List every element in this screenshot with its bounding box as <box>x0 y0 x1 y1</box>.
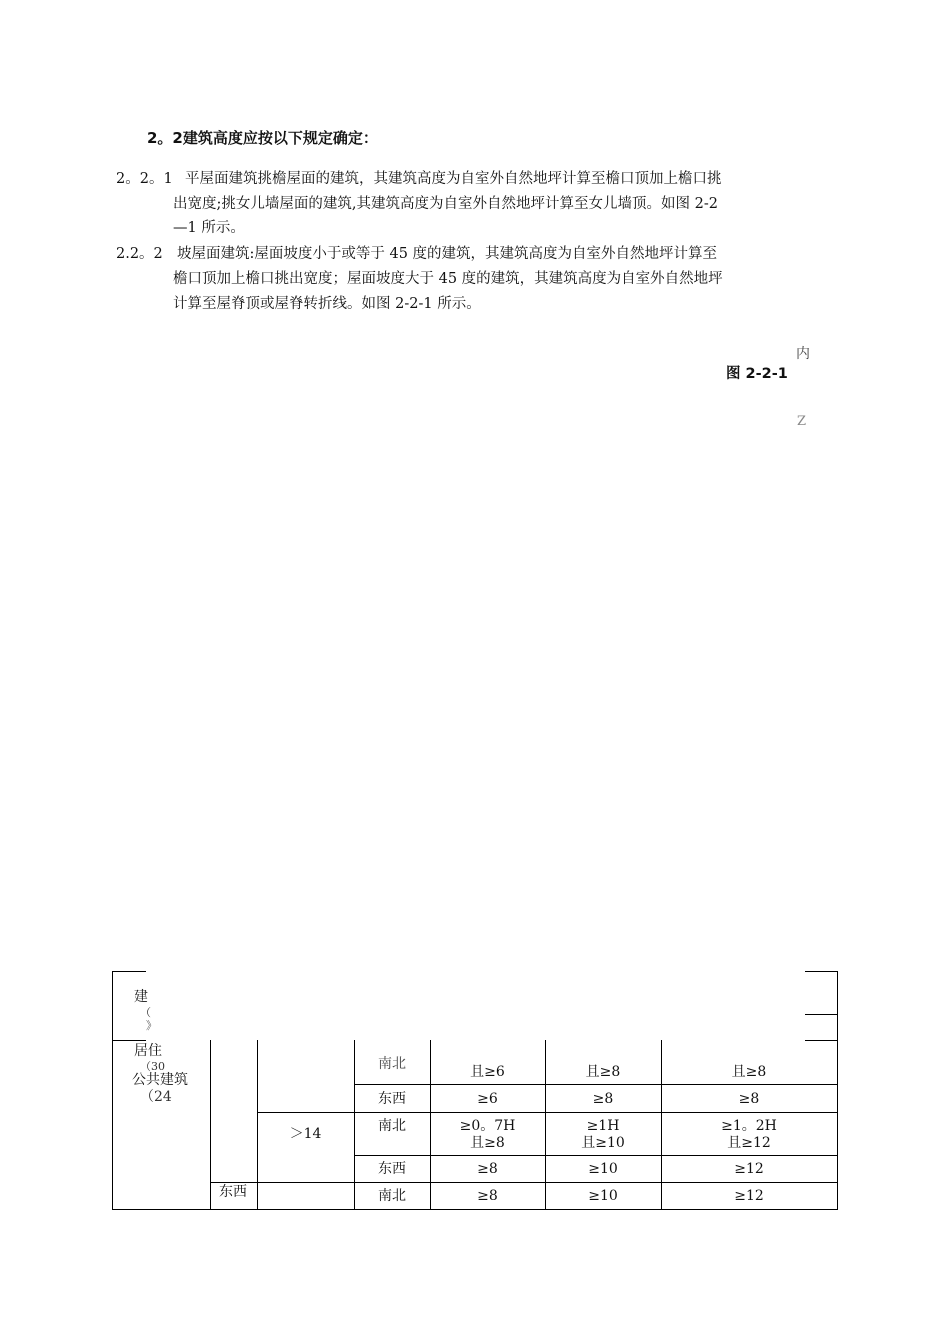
table-cell-direction: 东西 <box>378 1091 406 1107</box>
table-cell-direction: 南北 <box>378 1118 406 1134</box>
clause-2-2-1-line2: 出宽度;挑女儿墙屋面的建筑,其建筑高度为自室外自然地坪计算至女儿墙顶。如图 2-2 <box>173 196 718 212</box>
table-cell-direction: 东西 <box>378 1161 406 1177</box>
table-cell-value: ≥1H <box>586 1118 620 1134</box>
table-cell-value: ≥0。7H <box>459 1118 516 1134</box>
table-cell-value: ≥8 <box>477 1188 498 1204</box>
table-cell-direction: 南北 <box>378 1188 406 1204</box>
table-cell-value: ≥1。2H <box>721 1118 777 1134</box>
table-orientation-east-west: 东西 <box>219 1184 247 1200</box>
table-cell-value: ≥10 <box>588 1161 618 1177</box>
table-cell-value: ≥8 <box>592 1091 614 1107</box>
table-cell-direction: 南北 <box>378 1056 406 1072</box>
right-edge-fragment-2: Z <box>797 414 807 429</box>
table-header-fragment: 建 <box>134 989 148 1005</box>
table-cell-value: 且≥8 <box>470 1135 505 1151</box>
figure-label: 图 2-2-1 <box>726 366 788 382</box>
clause-2-2-1-number: 2。2。1 <box>116 171 173 187</box>
table-cell-value: 且≥10 <box>581 1135 625 1151</box>
section-heading: 2。2建筑高度应按以下规定确定： <box>147 129 378 147</box>
table-cell-value: 且≥6 <box>470 1064 505 1080</box>
table-cell-height: ＞14 <box>289 1126 322 1142</box>
table-row-label-public: 公共建筑 <box>132 1072 188 1088</box>
clause-2-2-1-line1: 平屋面建筑挑檐屋面的建筑，其建筑高度为自室外自然地坪计算至檐口顶加上檐口挑 <box>185 171 722 187</box>
table-header-fragment-small-2: 》 <box>146 1019 157 1032</box>
right-edge-fragment: 内 <box>796 346 810 362</box>
table-header-fragment-small: （ <box>140 1006 151 1019</box>
table-row-label-residential: 居住 <box>134 1043 162 1059</box>
table-row-label-residential-note: （30 <box>140 1060 165 1073</box>
table-cell-value: 且≥8 <box>585 1064 621 1080</box>
table-cell-value: ≥6 <box>477 1091 498 1107</box>
table-cell-value: ≥12 <box>734 1161 764 1177</box>
clause-2-2-1-line3: —1 所示。 <box>173 220 245 236</box>
clause-2-2-2-line3: 计算至屋脊顶或屋脊转折线。如图 2-2-1 所示。 <box>173 296 481 312</box>
clause-2-2-2-line2: 檐口顶加上檐口挑出宽度；屋面坡度大于 45 度的建筑，其建筑高度为自室外自然地坪 <box>173 271 723 287</box>
clause-2-2-2-line1: 坡屋面建筑:屋面坡度小于或等于 45 度的建筑，其建筑高度为自室外自然地坪计算至 <box>177 246 718 262</box>
table-cell-value: 且≥8 <box>731 1064 767 1080</box>
table-cell-value: ≥12 <box>734 1188 764 1204</box>
table-cell-value: ≥10 <box>588 1188 618 1204</box>
table-cell-value: ≥8 <box>477 1161 498 1177</box>
table-cell-value: 且≥12 <box>727 1135 771 1151</box>
table-row-label-public-note: （24 <box>140 1089 172 1105</box>
clause-2-2-2-number: 2.2。2 <box>116 246 163 262</box>
table-cell-value: ≥8 <box>738 1091 760 1107</box>
